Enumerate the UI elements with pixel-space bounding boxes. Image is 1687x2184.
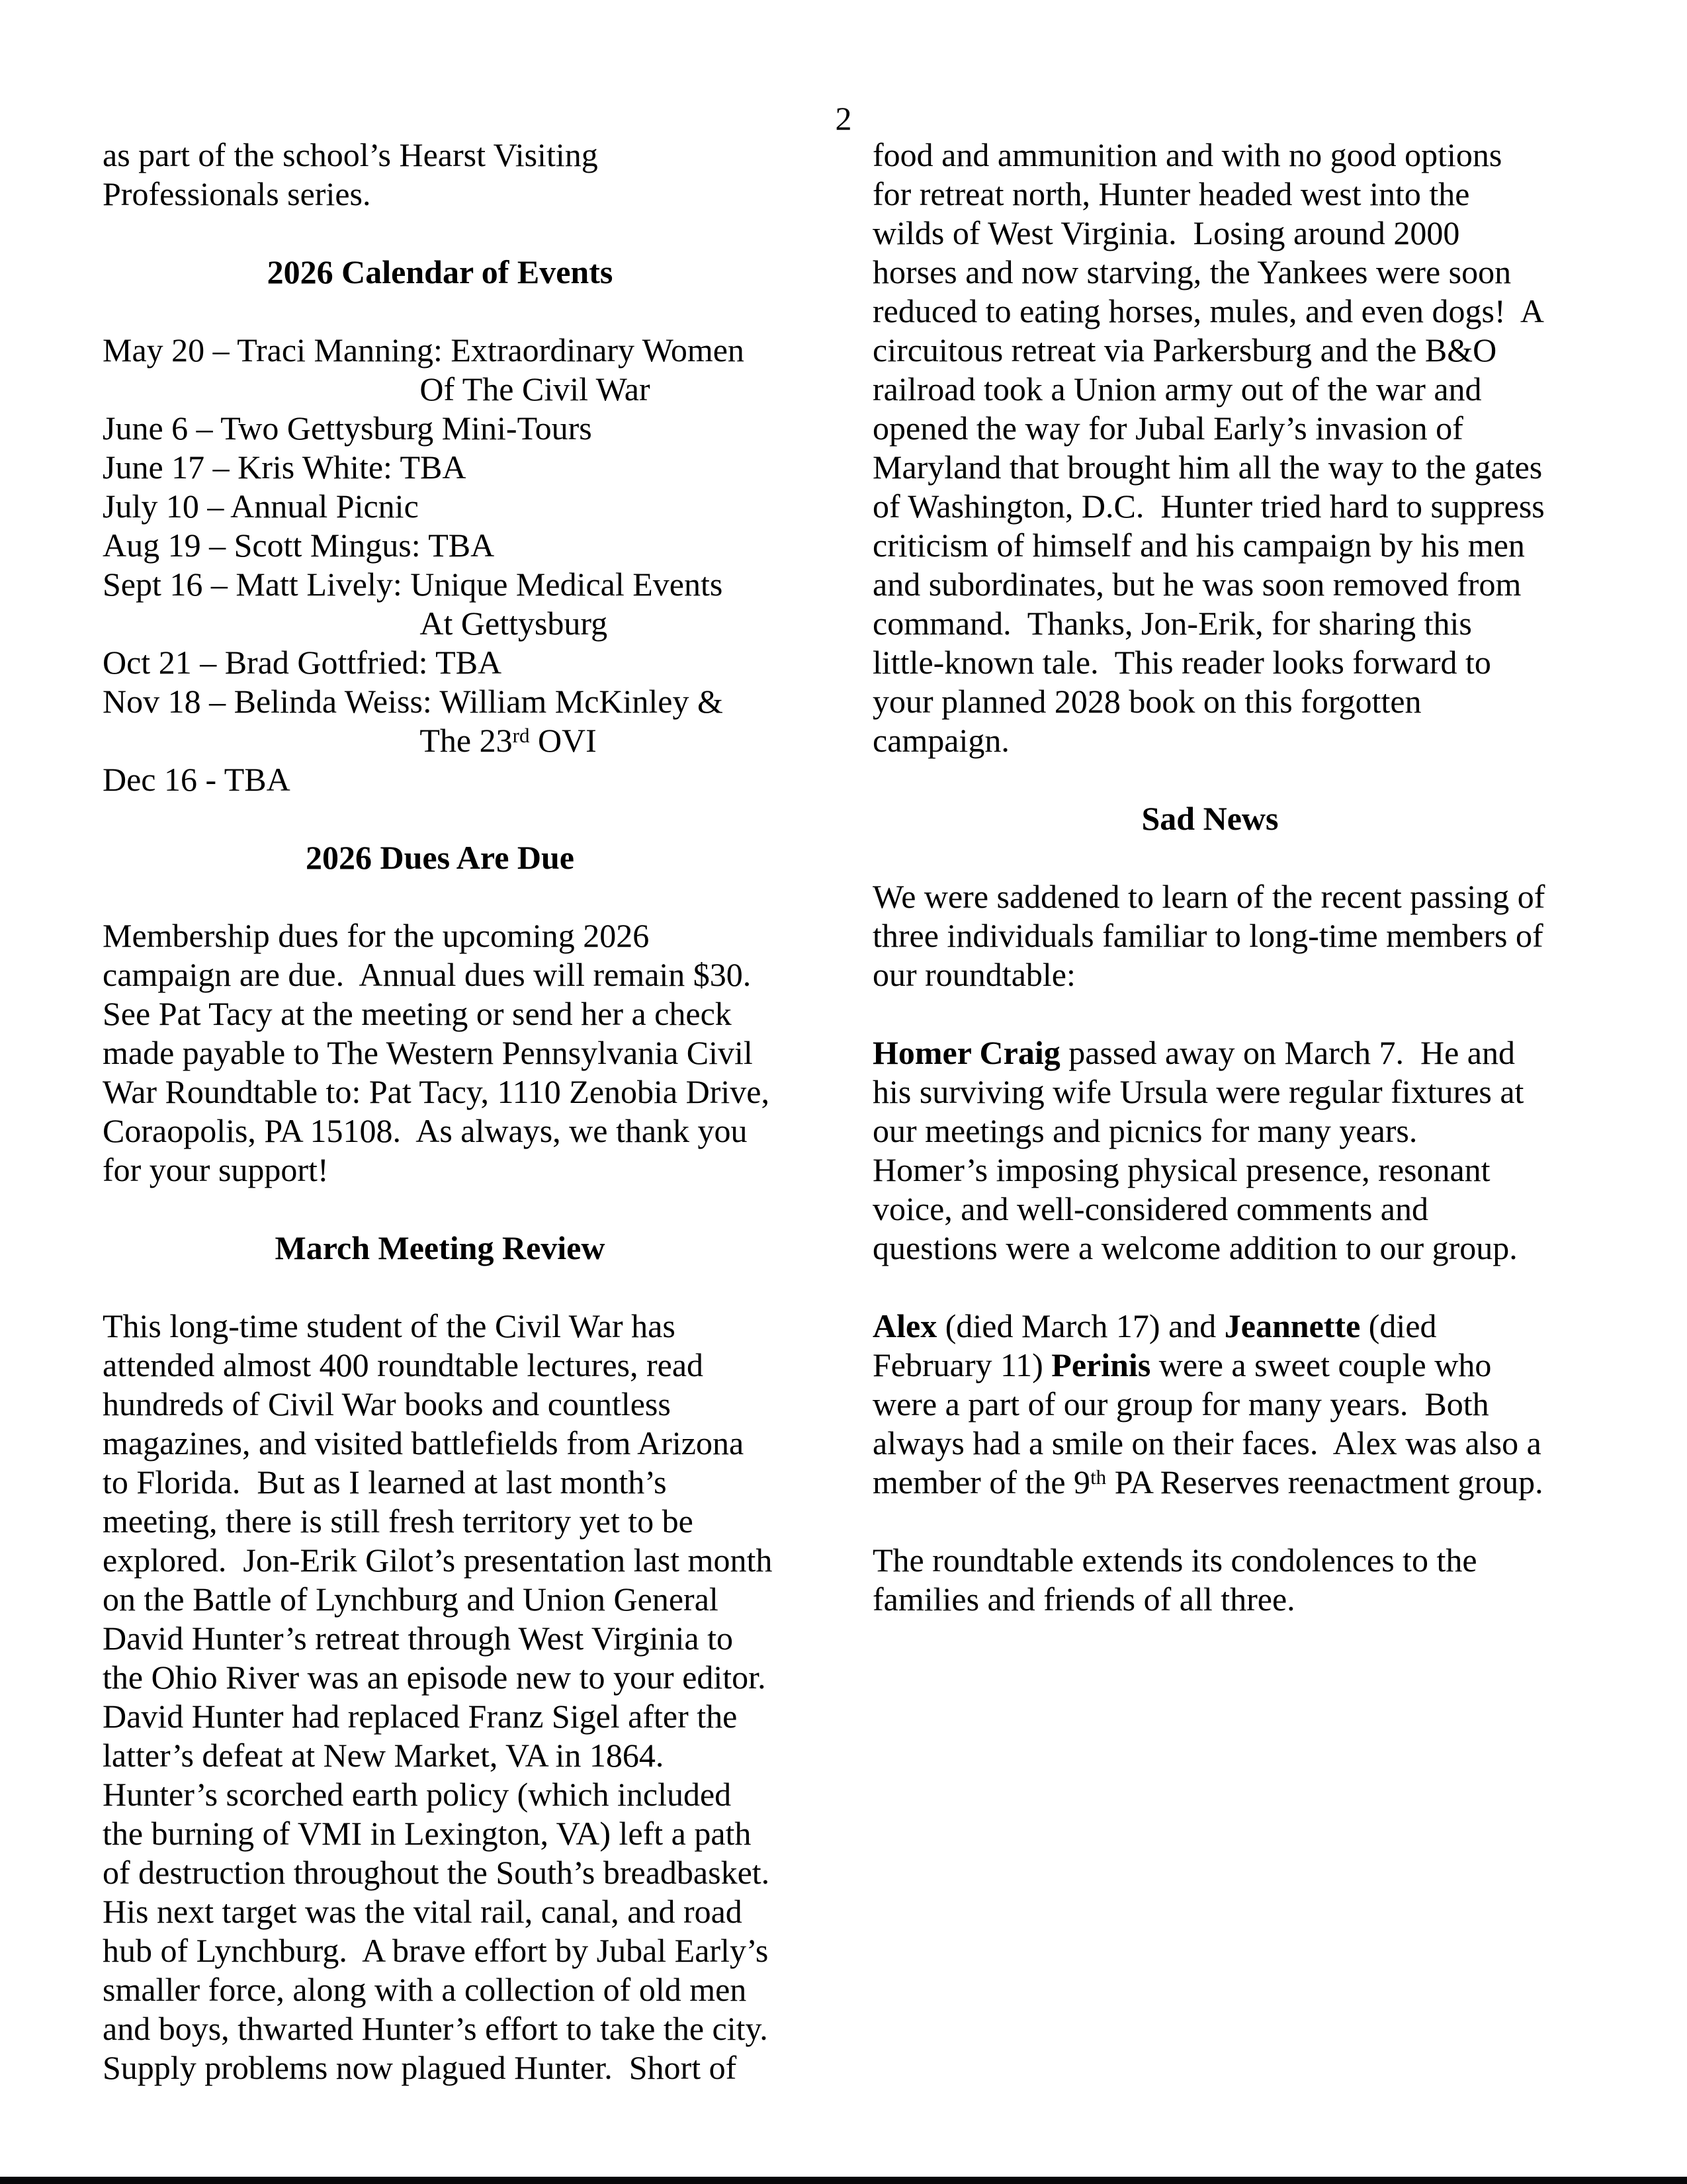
calendar-event [103, 487, 777, 526]
perinis-text: were a sweet couple who were a part of our group for many years. Both always had a smile on their faces. Alex was also a member of the 9 [873, 1346, 1550, 1501]
calendar-event [103, 331, 777, 409]
homer-craig-name: Homer Craig [873, 1034, 1060, 1071]
event-continuation-text: The 23 [419, 722, 513, 759]
calendar-event [103, 682, 777, 760]
event-continuation: At Gettysburg [419, 605, 608, 642]
sad-news-heading: Sad News [1141, 800, 1279, 837]
page-number: 2 [835, 100, 852, 137]
event-main: May 20 – Traci Manning: Extraordinary Women [103, 331, 744, 369]
intro-paragraph: as part of the school’s Hearst Visiting Professionals series. [103, 136, 607, 212]
event-main: Oct 21 – Brad Gottfried: TBA [103, 644, 502, 681]
event-main: Sept 16 – Matt Lively: Unique Medical Events [103, 566, 723, 603]
bottom-border-bar [0, 2177, 1687, 2184]
homer-craig-text: passed away on March 7. He and his surviving wife Ursula were regular fixtures at our meetings and picnics for many years. Homer’s imposing physical presence, resonant voice, and well-considered comments and questions were a welcome addition to our group. [873, 1034, 1532, 1266]
perinis-surname: Perinis [1051, 1346, 1151, 1383]
ordinal-superscript: rd [512, 724, 530, 748]
alex-name: Alex [873, 1307, 937, 1344]
ordinal-superscript: th [1090, 1465, 1107, 1489]
event-continuation: Of The Civil War [419, 371, 650, 408]
event-main: Nov 18 – Belinda Weiss: William McKinley & [103, 683, 723, 720]
event-main: Aug 19 – Scott Mingus: TBA [103, 527, 495, 564]
march-meeting-heading: March Meeting Review [275, 1229, 605, 1266]
event-main: June 17 – Kris White: TBA [103, 449, 466, 486]
perinis-text: (died February 11) [873, 1307, 1446, 1383]
event-continuation-text: OVI [529, 722, 597, 759]
calendar-event [103, 526, 777, 565]
calendar-event [103, 760, 777, 799]
sad-news-intro-paragraph: We were saddened to learn of the recent passing of three individuals familiar to long-time members of our roundtable: [873, 878, 1553, 993]
calendar-event-list [103, 331, 777, 799]
perinis-text: PA Reserves reenactment group. [1106, 1463, 1543, 1501]
event-main: July 10 – Annual Picnic [103, 488, 419, 525]
hunter-continuation-paragraph: food and ammunition and with no good options for retreat north, Hunter headed west into the wilds of West Virginia. Losing around 2000 horses and now starving, the Yankees were soon reduced to eating horses, mules, and even dogs! A circuitous retreat via Parkersburg and the B&O railroad took a Union army out of the war and opened the way for Jubal Early’s invasion of Maryland that brought him all the way to the gates of Washington, D.C. Hunter tried hard to suppress criticism of himself and his campaign by his men and subordinates, but he was soon removed from command. Thanks, Jon-Erik, for sharing this little-known tale. This reader looks forward to your planned 2028 book on this forgotten campaign. [873, 136, 1553, 759]
dues-heading: 2026 Dues Are Due [305, 839, 574, 876]
jeannette-name: Jeannette [1224, 1307, 1361, 1344]
calendar-event [103, 409, 777, 448]
perinis-paragraph [873, 1307, 1550, 1502]
event-main: June 6 – Two Gettysburg Mini-Tours [103, 410, 592, 447]
event-main: Dec 16 - TBA [103, 761, 290, 798]
two-column-layout [103, 136, 1553, 2126]
right-column [873, 136, 1553, 2126]
calendar-event [103, 643, 777, 682]
dues-paragraph: Membership dues for the upcoming 2026 campaign are due. Annual dues will remain $30. See Pat Tacy at the meeting or send her a check made payable to The Western Pennsylvania Civil War Roundtable to: Pat Tacy, 1110 Zenobia Drive, Coraopolis, PA 15108. As always, we thank you for your support! [103, 917, 778, 1188]
march-meeting-paragraph: This long-time student of the Civil War has attended almost 400 roundtable lectures, read hundreds of Civil War books and countless magazines, and visited battlefields from Arizona to Florida. But as I learned at last month’s meeting, there is still fresh territory yet to be explored. Jon-Erik Gilot’s presentation last month on the Battle of Lynchburg and Union General David Hunter’s retreat through West Virginia to the Ohio River was an episode new to your editor. David Hunter had replaced Franz Sigel after the latter’s defeat at New Market, VA in 1864. Hunter’s scorched earth policy (which included the burning of VMI in Lexington, VA) left a path of destruction throughout the South’s breadbasket. His next target was the vital rail, canal, and road hub of Lynchburg. A brave effort by Jubal Early’s smaller force, along with a collection of old men and boys, thwarted Hunter’s effort to take the city. Supply problems now plagued Hunter. Short of [103, 1307, 787, 2086]
calendar-heading: 2026 Calendar of Events [267, 253, 613, 290]
event-continuation [419, 721, 777, 760]
condolences-paragraph: The roundtable extends its condolences to the families and friends of all three. [873, 1542, 1486, 1618]
calendar-event [103, 448, 777, 487]
perinis-text: (died March 17) and [937, 1307, 1225, 1344]
calendar-event [103, 565, 777, 643]
left-column [103, 136, 787, 2126]
homer-craig-paragraph [873, 1033, 1547, 1268]
